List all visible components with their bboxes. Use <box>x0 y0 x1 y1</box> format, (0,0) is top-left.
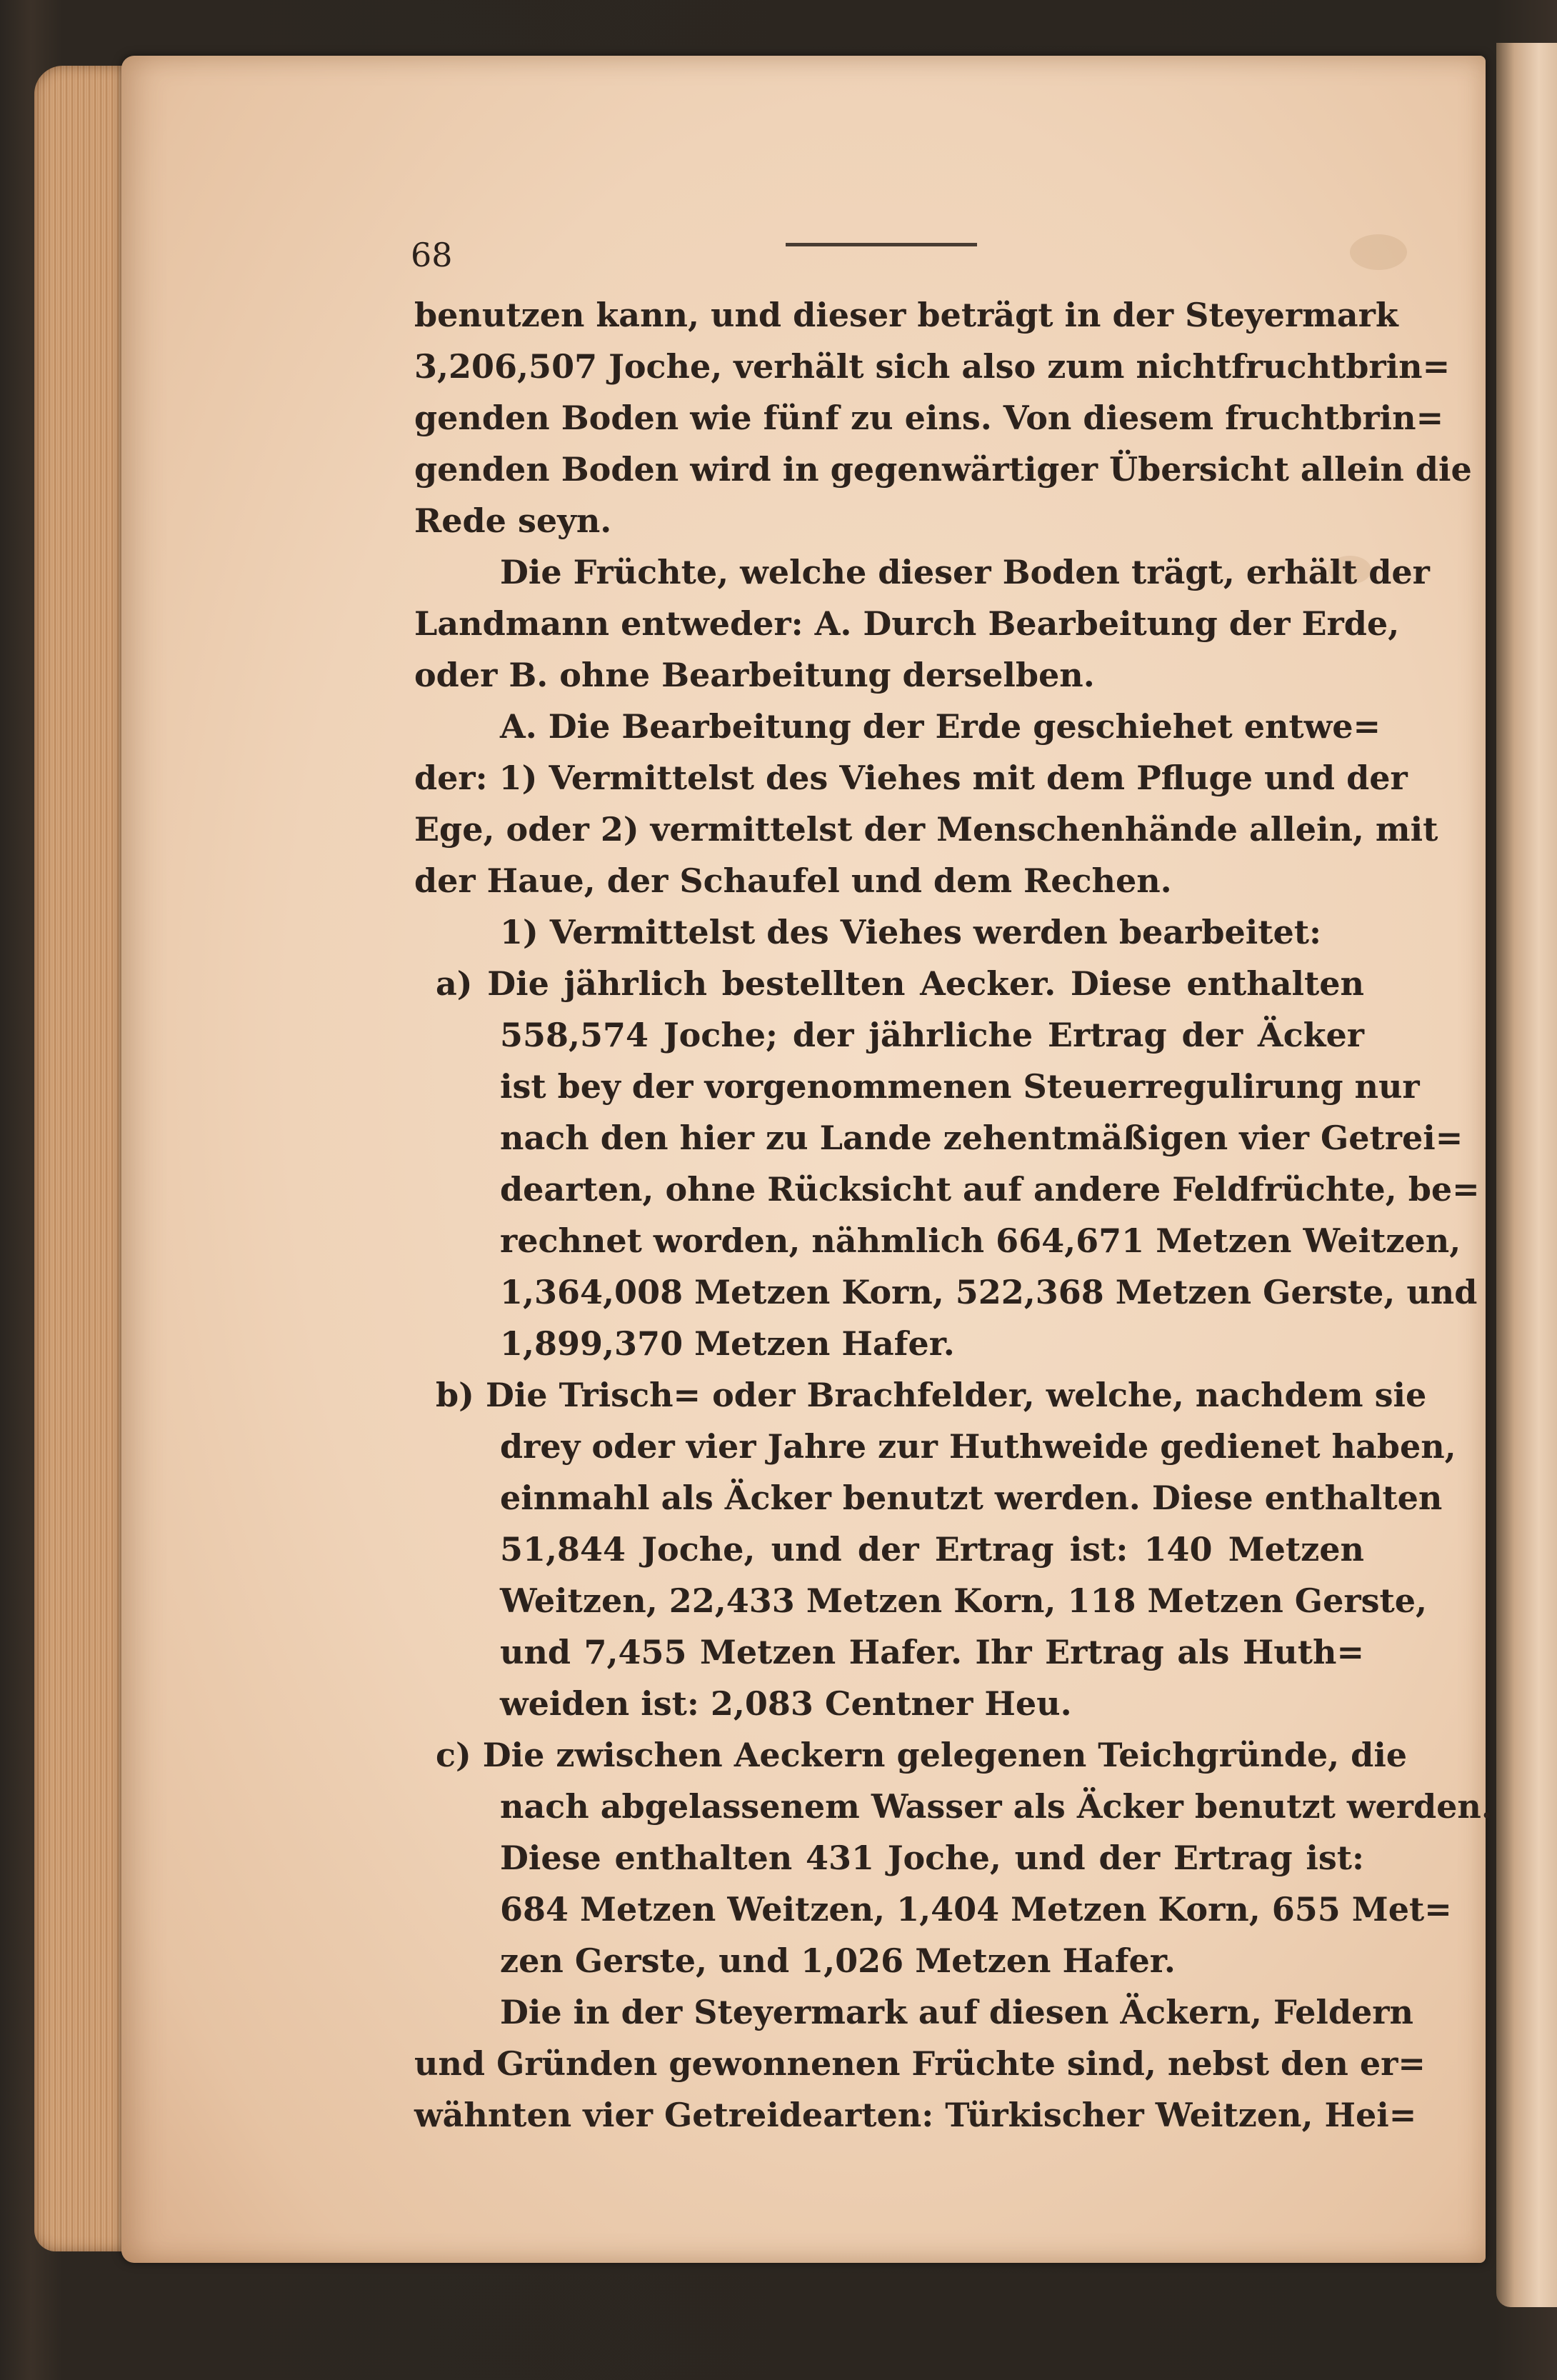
text-line: Die in der Steyermark auf diesen Äckern, Feldern <box>500 1993 1413 2031</box>
text-line: dearten, ohne Rücksicht auf andere Feldfrüchte, be= <box>500 1170 1480 1209</box>
body-text <box>414 289 1493 2141</box>
text-line: zen Gerste, und 1,026 Metzen Hafer. <box>500 1941 1176 1980</box>
text-line: genden Boden wie fünf zu eins. Von diesem fruchtbrin= <box>414 399 1444 437</box>
text-line: nach abgelassenem Wasser als Äcker benutzt werden. <box>500 1787 1493 1826</box>
text-line: 558,574 Joche; der jährliche Ertrag der Äcker <box>500 1016 1364 1054</box>
text-line: Ege, oder 2) vermittelst der Menschenhände allein, mit <box>414 810 1438 849</box>
text-line: wähnten vier Getreidearten: Türkischer Weitzen, Hei= <box>414 2096 1417 2134</box>
text-line: der: 1) Vermittelst des Viehes mit dem Pfluge und der <box>414 759 1408 797</box>
text-line: a) Die jährlich bestellten Aecker. Diese enthalten <box>436 964 1364 1003</box>
text-line: Weitzen, 22,433 Metzen Korn, 118 Metzen Gerste, <box>500 1581 1427 1620</box>
text-line: 1,899,370 Metzen Hafer. <box>500 1324 955 1363</box>
text-line: benutzen kann, und dieser beträgt in der Steyermark <box>414 296 1398 334</box>
text-line: c) Die zwischen Aeckern gelegenen Teichgründe, die <box>436 1736 1408 1774</box>
text-line: 1) Vermittelst des Viehes werden bearbeitet: <box>500 913 1321 951</box>
text-line: einmahl als Äcker benutzt werden. Diese enthalten <box>500 1479 1443 1517</box>
text-line: genden Boden wird in gegenwärtiger Übersicht allein die <box>414 450 1472 489</box>
text-line: 3,206,507 Joche, verhält sich also zum nichtfruchtbrin= <box>414 347 1451 386</box>
text-line: oder B. ohne Bearbeitung derselben. <box>414 656 1095 694</box>
text-line: Die Früchte, welche dieser Boden trägt, erhält der <box>500 553 1430 591</box>
page-number: 68 <box>411 236 453 274</box>
text-line: ist bey der vorgenommenen Steuerregulirung nur <box>500 1067 1420 1106</box>
header-rule <box>786 243 977 246</box>
text-line: rechnet worden, nähmlich 664,671 Metzen Weitzen, <box>500 1221 1461 1260</box>
next-page-edge <box>1496 43 1557 2307</box>
text-line: und 7,455 Metzen Hafer. Ihr Ertrag als Huth= <box>500 1633 1364 1671</box>
text-line: drey oder vier Jahre zur Huthweide gedienet haben, <box>500 1427 1456 1466</box>
text-line: Diese enthalten 431 Joche, und der Ertrag ist: <box>500 1839 1364 1877</box>
text-line: 1,364,008 Metzen Korn, 522,368 Metzen Gerste, und <box>500 1273 1478 1311</box>
paper-stain <box>1350 234 1407 270</box>
text-line: 684 Metzen Weitzen, 1,404 Metzen Korn, 655 Met= <box>500 1890 1452 1929</box>
text-line: 51,844 Joche, und der Ertrag ist: 140 Metzen <box>500 1530 1364 1569</box>
text-line: nach den hier zu Lande zehentmäßigen vier Getrei= <box>500 1119 1463 1157</box>
text-line: A. Die Bearbeitung der Erde geschiehet entwe= <box>500 707 1381 746</box>
text-line: und Gründen gewonnenen Früchte sind, nebst den er= <box>414 2044 1426 2083</box>
text-line: Landmann entweder: A. Durch Bearbeitung der Erde, <box>414 604 1400 643</box>
text-line: b) Die Trisch= oder Brachfelder, welche, nachdem sie <box>436 1376 1427 1414</box>
text-line: weiden ist: 2,083 Centner Heu. <box>500 1684 1072 1723</box>
text-line: Rede seyn. <box>414 501 612 540</box>
text-line: der Haue, der Schaufel und dem Rechen. <box>414 861 1172 900</box>
